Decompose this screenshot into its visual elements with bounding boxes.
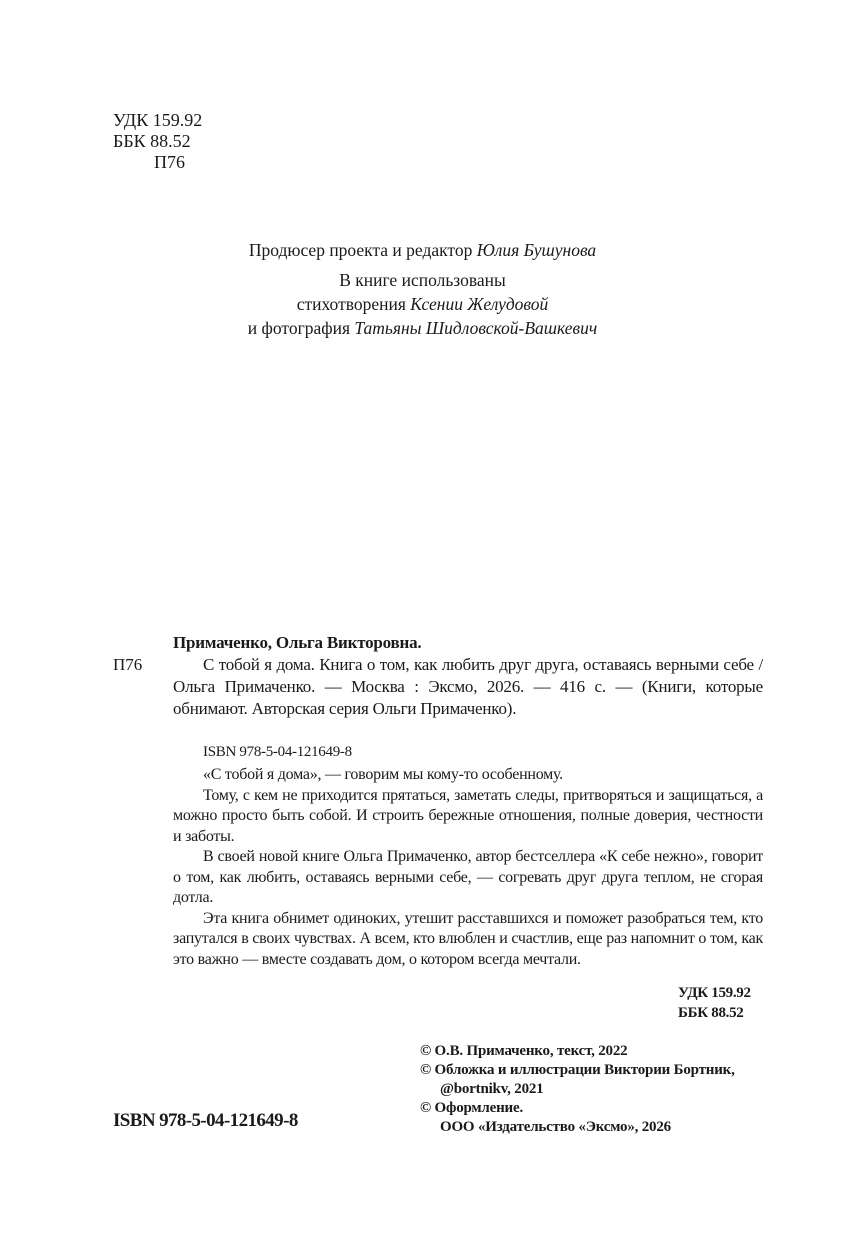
copyright-design: © Оформление. [420, 1100, 524, 1116]
record-author-mark: П76 [113, 655, 143, 674]
used-line-3 [0, 316, 845, 340]
used-line-1: В книге использованы [339, 270, 506, 290]
annotation [173, 765, 763, 970]
poems-author: Ксении Желудовой [410, 294, 549, 314]
annotation-paragraph: В своей новой книге Ольга Примаченко, автор бестселлера «К себе нежно», говорит о том, как любить, оставаясь верными себе, — согревать друг друга теплом, не сгорая дотла. [173, 848, 763, 906]
bbk-code-bottom: ББК 88.52 [678, 1005, 744, 1021]
isbn-bottom: ISBN 978-5-04-121649-8 [113, 1110, 298, 1131]
annotation-paragraph: «С тобой я дома», — говорим мы кому-то особенному. [203, 766, 563, 783]
producer-label: Продюсер проекта и редактор [248, 240, 477, 260]
producer-line [0, 238, 845, 262]
copyright-text: © О.В. Примаченко, текст, 2022 [420, 1043, 628, 1059]
record-description-wrap [113, 654, 763, 720]
copyright-publisher: ООО «Издательство «Эксмо», 2026 [440, 1119, 671, 1135]
poems-label: стихотворения [296, 294, 411, 314]
udk-code: УДК 159.92 [113, 110, 203, 130]
copyright-cover: © Обложка и иллюстрации Виктории Бортник, [420, 1062, 735, 1078]
bibliographic-record [113, 632, 763, 720]
classification-bottom [678, 983, 751, 1023]
udk-code-bottom: УДК 159.92 [678, 985, 751, 1001]
photo-label: и фотография [247, 318, 355, 338]
credits-block [0, 238, 845, 340]
annotation-paragraph: Эта книга обнимет одиноких, утешит расставшихся и поможет разобраться тем, кто запутался в своих чувствах. А всем, кто влюблен и счастлив, еще раз напомнит о том, как это важно — вместе создавать дом, о котором всегда мечтали. [173, 909, 763, 968]
producer-name: Юлия Бушунова [476, 240, 597, 260]
copyright-cover-handle: @bortnikv, 2021 [440, 1081, 544, 1097]
record-description: С тобой я дома. Книга о том, как любить друг друга, оставаясь верными себе / Ольга Примаченко. — Москва : Эксмо, 2026. — 416 с. — (Книги, которые обнимают. Авторская серия Ольги Примаченко). [173, 655, 763, 718]
used-line-2 [0, 292, 845, 316]
annotation-paragraph: Тому, с кем не приходится прятаться, заметать следы, притворяться и защищаться, а можно просто быть собой. И строить бережные отношения, полные доверия, честности и заботы. [173, 786, 763, 845]
record-author-heading: Примаченко, Ольга Викторовна. [173, 633, 422, 652]
classification-top [113, 110, 202, 173]
photo-author: Татьяны Шидловской-Вашкевич [354, 318, 598, 338]
bbk-code: ББК 88.52 [113, 131, 191, 151]
record-isbn: ISBN 978-5-04-121649-8 [203, 744, 352, 760]
record-body [113, 654, 763, 720]
author-mark: П76 [154, 152, 185, 172]
copyright-block [420, 1042, 735, 1137]
